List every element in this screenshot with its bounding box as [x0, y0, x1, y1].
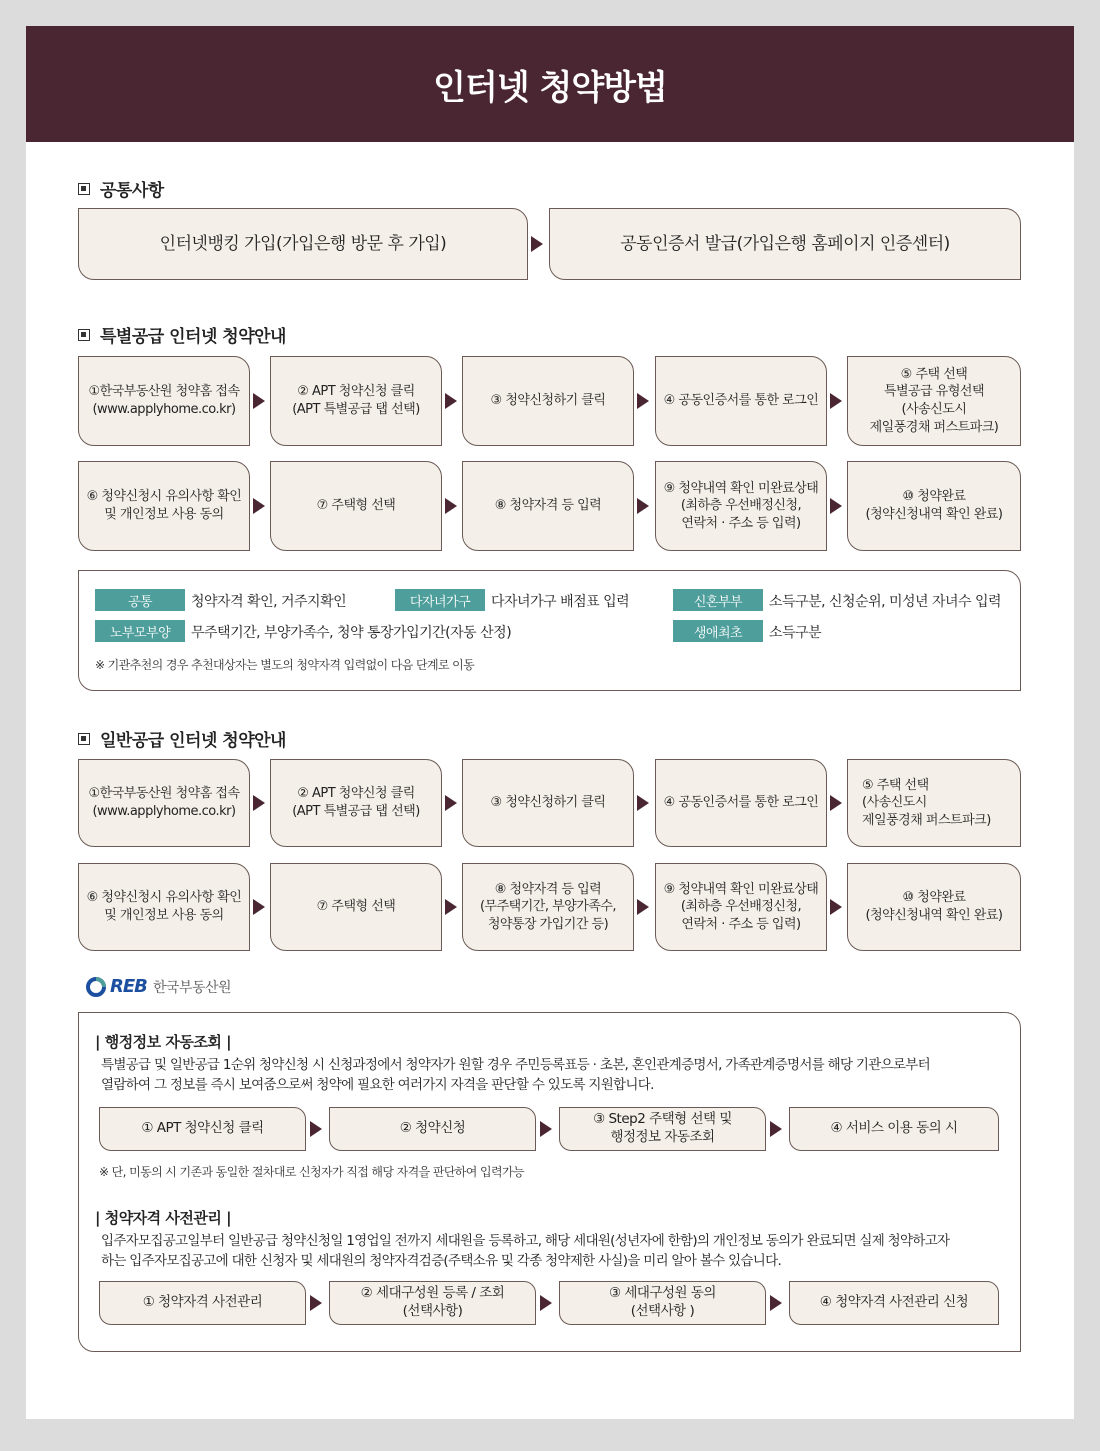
reb-logo — [86, 976, 231, 997]
arrow-right-icon — [540, 1121, 552, 1137]
arrow-right-icon — [637, 899, 649, 915]
admin-step-2: ② 청약신청 — [329, 1107, 536, 1151]
general-step-2: ② APT 청약신청 클릭 (APT 특별공급 탭 선택) — [270, 759, 442, 847]
admin-step-1: ① APT 청약신청 클릭 — [99, 1107, 306, 1151]
arrow-right-icon — [637, 795, 649, 811]
arrow-right-icon — [770, 1295, 782, 1311]
general-step-10: ⑩ 청약완료 (청약신청내역 확인 완료) — [847, 863, 1021, 951]
tag-newlywed: 신혼부부 — [673, 589, 763, 611]
tag-elderly: 노부모부양 — [95, 620, 185, 642]
arrow-right-icon — [637, 393, 649, 409]
special-step-10: ⑩ 청약완료 (청약신청내역 확인 완료) — [847, 461, 1021, 551]
arrow-right-icon — [830, 899, 842, 915]
arrow-right-icon — [253, 498, 265, 514]
special-step-1: ①한국부동산원 청약홈 접속 (www.applyhome.co.kr) — [78, 356, 250, 446]
tag-multichild-text: 다자녀가구 배점표 입력 — [491, 594, 630, 610]
arrow-right-icon — [253, 795, 265, 811]
reb-logo-text: REB — [110, 976, 147, 997]
special-note: ※ 기관추천의 경우 추천대상자는 별도의 청약자격 입력없이 다음 단계로 이동 — [95, 658, 475, 672]
general-step-4: ④ 공동인증서를 통한 로그인 — [655, 759, 827, 847]
arrow-right-icon — [445, 498, 457, 514]
arrow-right-icon — [637, 498, 649, 514]
general-step-8: ⑧ 청약자격 등 입력 (무주택기간, 부양가족수, 청약통장 가입기간 등) — [462, 863, 634, 951]
pre-step-1: ① 청약자격 사전관리 — [99, 1281, 306, 1325]
arrow-right-icon — [310, 1295, 322, 1311]
special-step-5: ⑤ 주택 선택 특별공급 유형선택 (사송신도시 제일풍경채 퍼스트파크) — [847, 356, 1021, 446]
arrow-right-icon — [253, 393, 265, 409]
admin-step-3: ③ Step2 주택형 선택 및 행정정보 자동조회 — [559, 1107, 766, 1151]
general-step-3: ③ 청약신청하기 클릭 — [462, 759, 634, 847]
tag-multichild: 다자녀가구 — [395, 589, 485, 611]
general-step-1: ①한국부동산원 청약홈 접속 (www.applyhome.co.kr) — [78, 759, 250, 847]
general-step-6: ⑥ 청약신청시 유의사항 확인 및 개인정보 사용 동의 — [78, 863, 250, 951]
tag-firsttime: 생애최초 — [673, 620, 763, 642]
special-step-2: ② APT 청약신청 클릭 (APT 특별공급 탭 선택) — [270, 356, 442, 446]
arrow-right-icon — [540, 1295, 552, 1311]
arrow-right-icon — [445, 899, 457, 915]
admin-step-4: ④ 서비스 이용 동의 시 — [789, 1107, 999, 1151]
special-step-8: ⑧ 청약자격 등 입력 — [462, 461, 634, 551]
special-info-box — [78, 570, 1021, 691]
section-heading-general: 일반공급 인터넷 청약안내 — [78, 726, 286, 751]
square-bullet-icon — [78, 733, 90, 745]
common-step-1: 인터넷뱅킹 가입(가입은행 방문 후 가입) — [78, 208, 528, 280]
section-heading-common: 공통사항 — [78, 176, 164, 201]
arrow-right-icon — [310, 1121, 322, 1137]
arrow-right-icon — [253, 899, 265, 915]
admin-description: 특별공급 및 일반공급 1순위 청약신청 시 신청과정에서 청약자가 원할 경우 주민등록표등 · 초본, 혼인관계증명서, 가족관계증명서를 해당 기관으로부터 열람하여 그 정보를 즉시 보여줌으로써 청약에 필요한 여러가지 자격을 판단할 수 있도록 지원합니다. — [101, 1057, 930, 1094]
arrow-right-icon — [830, 498, 842, 514]
pre-step-2: ② 세대구성원 등록 / 조회 (선택사항) — [329, 1281, 536, 1325]
title-banner — [26, 26, 1074, 142]
special-step-4: ④ 공동인증서를 통한 로그인 — [655, 356, 827, 446]
square-bullet-icon — [78, 183, 90, 195]
tag-newlywed-text: 소득구분, 신청순위, 미성년 자녀수 입력 — [769, 594, 1002, 610]
general-step-9: ⑨ 청약내역 확인 미완료상태 (최하층 우선배정신청, 연락처 · 주소 등 입력) — [655, 863, 827, 951]
arrow-right-icon — [830, 795, 842, 811]
page-title: 인터넷 청약방법 — [433, 67, 667, 108]
pre-step-3: ③ 세대구성원 동의 (선택사항 ) — [559, 1281, 766, 1325]
admin-heading: | 행정정보 자동조회 | — [95, 1033, 232, 1051]
pre-heading: | 청약자격 사전관리 | — [95, 1209, 232, 1227]
reb-logo-icon — [86, 977, 106, 997]
section-heading-special: 특별공급 인터넷 청약안내 — [78, 322, 286, 347]
page — [26, 26, 1074, 1419]
tag-elderly-text: 무주택기간, 부양가족수, 청약 통장가입기간(자동 산정) — [191, 625, 512, 641]
square-bullet-icon — [78, 329, 90, 341]
arrow-right-icon — [770, 1121, 782, 1137]
pre-description: 입주자모집공고일부터 일반공급 청약신청일 1영업일 전까지 세대원을 등록하고, 해당 세대원(성년자에 한함)의 개인정보 동의가 완료되면 실제 청약하고자 하는 입주자모집공고에 대한 신청자 및 세대원의 청약자격검증(주택소유 및 각종 청약제한 사실)을 미리 알아 볼수 있습니다. — [101, 1233, 950, 1270]
pre-step-4: ④ 청약자격 사전관리 신청 — [789, 1281, 999, 1325]
tag-firsttime-text: 소득구분 — [769, 625, 822, 641]
tag-common-text: 청약자격 확인, 거주지확인 — [191, 594, 347, 610]
reb-logo-name: 한국부동산원 — [152, 979, 232, 996]
special-step-6: ⑥ 청약신청시 유의사항 확인 및 개인정보 사용 동의 — [78, 461, 250, 551]
general-step-7: ⑦ 주택형 선택 — [270, 863, 442, 951]
common-step-2: 공동인증서 발급(가입은행 홈페이지 인증센터) — [549, 208, 1021, 280]
general-step-5: ⑤ 주택 선택 (사송신도시 제일풍경채 퍼스트파크) — [847, 759, 1021, 847]
arrow-right-icon — [445, 393, 457, 409]
admin-info-box — [78, 1012, 1021, 1352]
arrow-right-icon — [830, 393, 842, 409]
tag-common: 공통 — [95, 589, 185, 611]
special-step-7: ⑦ 주택형 선택 — [270, 461, 442, 551]
special-step-3: ③ 청약신청하기 클릭 — [462, 356, 634, 446]
arrow-right-icon — [531, 236, 543, 252]
special-step-9: ⑨ 청약내역 확인 미완료상태 (최하층 우선배정신청, 연락처 · 주소 등 입력) — [655, 461, 827, 551]
arrow-right-icon — [445, 795, 457, 811]
admin-note: ※ 단, 미동의 시 기존과 동일한 절차대로 신청자가 직접 해당 자격을 판단하여 입력가능 — [99, 1165, 524, 1179]
